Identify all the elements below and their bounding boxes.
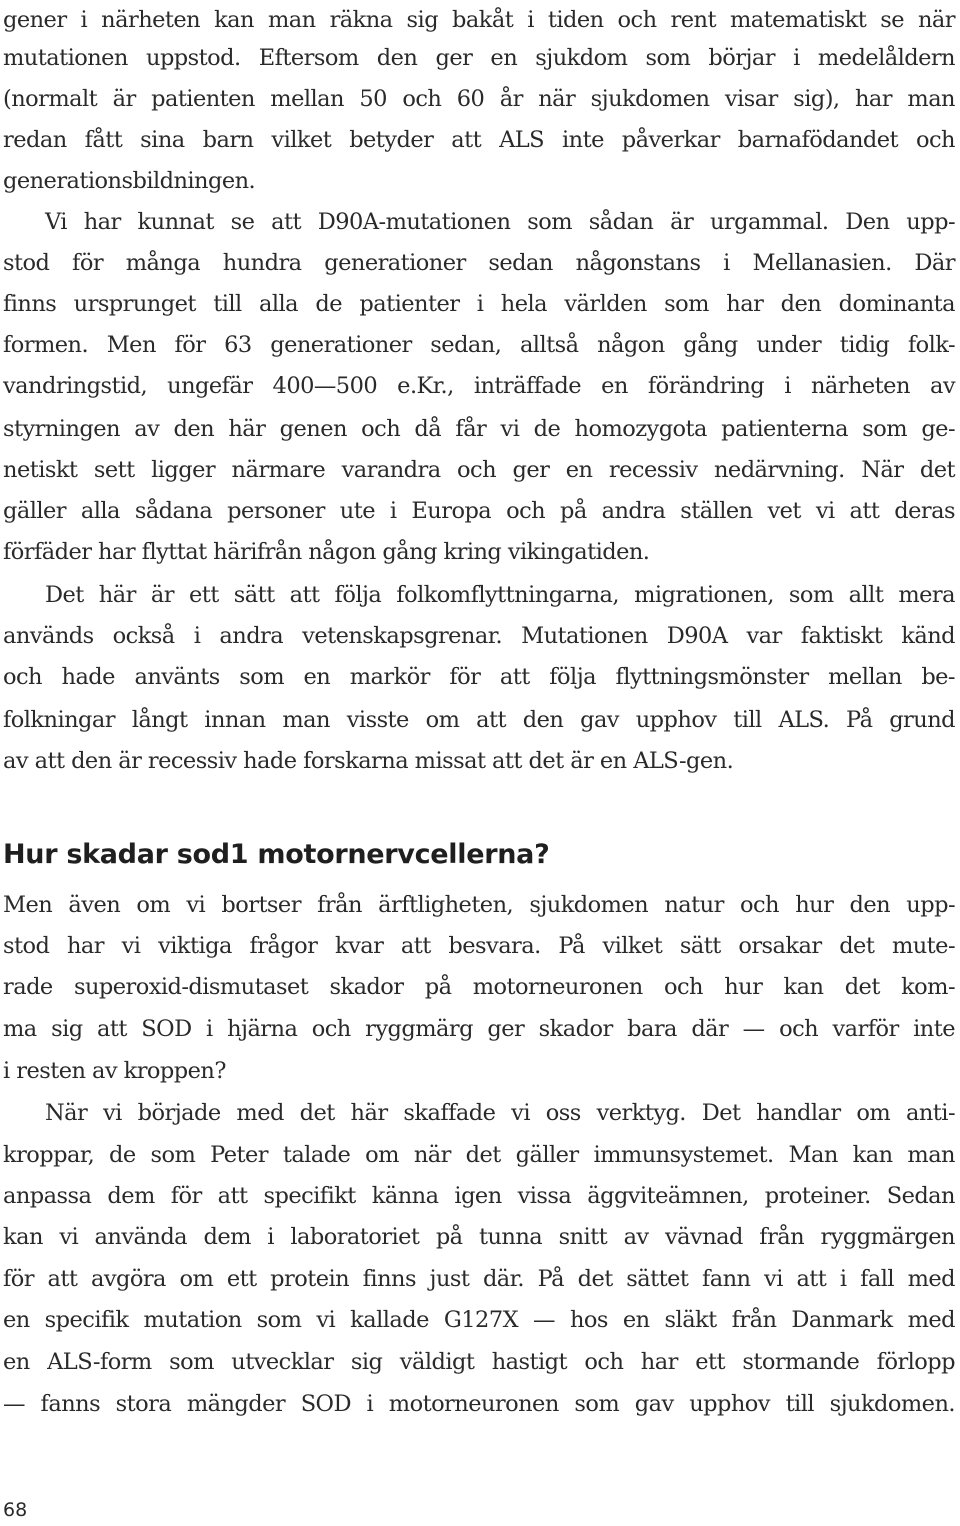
- text-line: — fanns stora mängder SOD i motorneuronen som gav upphov till sjukdomen.: [3, 1391, 955, 1417]
- text-line: Men även om vi bortser från ärftligheten, sjukdomen natur och hur den upp-: [3, 892, 955, 918]
- text-line: Vi har kunnat se att D90A-mutationen som sådan är urgammal. Den upp-: [45, 209, 955, 235]
- text-line: i resten av kroppen?: [3, 1058, 226, 1084]
- text-line: generationsbildningen.: [3, 168, 256, 194]
- text-line: Det här är ett sätt att följa folkomflyttningarna, migrationen, som allt mera: [45, 582, 955, 608]
- section-heading: Hur skadar sod1 motornervcellerna?: [3, 839, 550, 870]
- text-line: stod för många hundra generationer sedan någonstans i Mellanasien. Där: [3, 250, 955, 276]
- text-line: av att den är recessiv hade forskarna missat att det är en ALS-gen.: [3, 748, 734, 774]
- text-line: netiskt sett ligger närmare varandra och ger en recessiv nedärvning. När det: [3, 457, 955, 483]
- text-line: folkningar långt innan man visste om att den gav upphov till ALS. På grund: [3, 707, 955, 733]
- text-line: förfäder har flyttat härifrån någon gång kring vikingatiden.: [3, 539, 650, 565]
- text-line: (normalt är patienten mellan 50 och 60 år när sjukdomen visar sig), har man: [3, 86, 955, 112]
- text-line: en specifik mutation som vi kallade G127X — hos en släkt från Danmark med: [3, 1307, 955, 1333]
- text-line: anpassa dem för att specifikt känna igen vissa äggviteämnen, proteiner. Sedan: [3, 1183, 955, 1209]
- text-line: finns ursprunget till alla de patienter i hela världen som har den dominanta: [3, 291, 955, 317]
- text-line: mutationen uppstod. Eftersom den ger en sjukdom som börjar i medelåldern: [3, 45, 955, 71]
- text-line: vandringstid, ungefär 400—500 e.Kr., inträffade en förändring i närheten av: [3, 373, 955, 399]
- text-line: gäller alla sådana personer ute i Europa och på andra ställen vet vi att deras: [3, 498, 955, 524]
- page-number: 68: [3, 1499, 28, 1521]
- text-line: redan fått sina barn vilket betyder att ALS inte påverkar barnafödandet och: [3, 127, 955, 153]
- text-line: och hade använts som en markör för att följa flyttningsmönster mellan be-: [3, 664, 955, 690]
- text-line: styrningen av den här genen och då får vi de homozygota patienterna som ge-: [3, 416, 955, 442]
- text-line: gener i närheten kan man räkna sig bakåt i tiden och rent matematiskt se när: [3, 7, 955, 33]
- text-line: stod har vi viktiga frågor kvar att besvara. På vilket sätt orsakar det mute-: [3, 933, 955, 959]
- text-line: en ALS-form som utvecklar sig väldigt hastigt och har ett stormande förlopp: [3, 1349, 955, 1375]
- text-line: används också i andra vetenskapsgrenar. Mutationen D90A var faktiskt känd: [3, 623, 955, 649]
- text-line: kroppar, de som Peter talade om när det gäller immunsystemet. Man kan man: [3, 1142, 955, 1168]
- text-line: för att avgöra om ett protein finns just där. På det sättet fann vi att i fall med: [3, 1266, 955, 1292]
- text-line: När vi började med det här skaffade vi oss verktyg. Det handlar om anti-: [45, 1100, 955, 1126]
- text-line: kan vi använda dem i laboratoriet på tunna snitt av vävnad från ryggmärgen: [3, 1224, 955, 1250]
- text-line: rade superoxid-dismutaset skador på motorneuronen och hur kan det kom-: [3, 974, 955, 1000]
- text-line: formen. Men för 63 generationer sedan, alltså någon gång under tidig folk-: [3, 332, 955, 358]
- text-line: ma sig att SOD i hjärna och ryggmärg ger skador bara där — och varför inte: [3, 1016, 955, 1042]
